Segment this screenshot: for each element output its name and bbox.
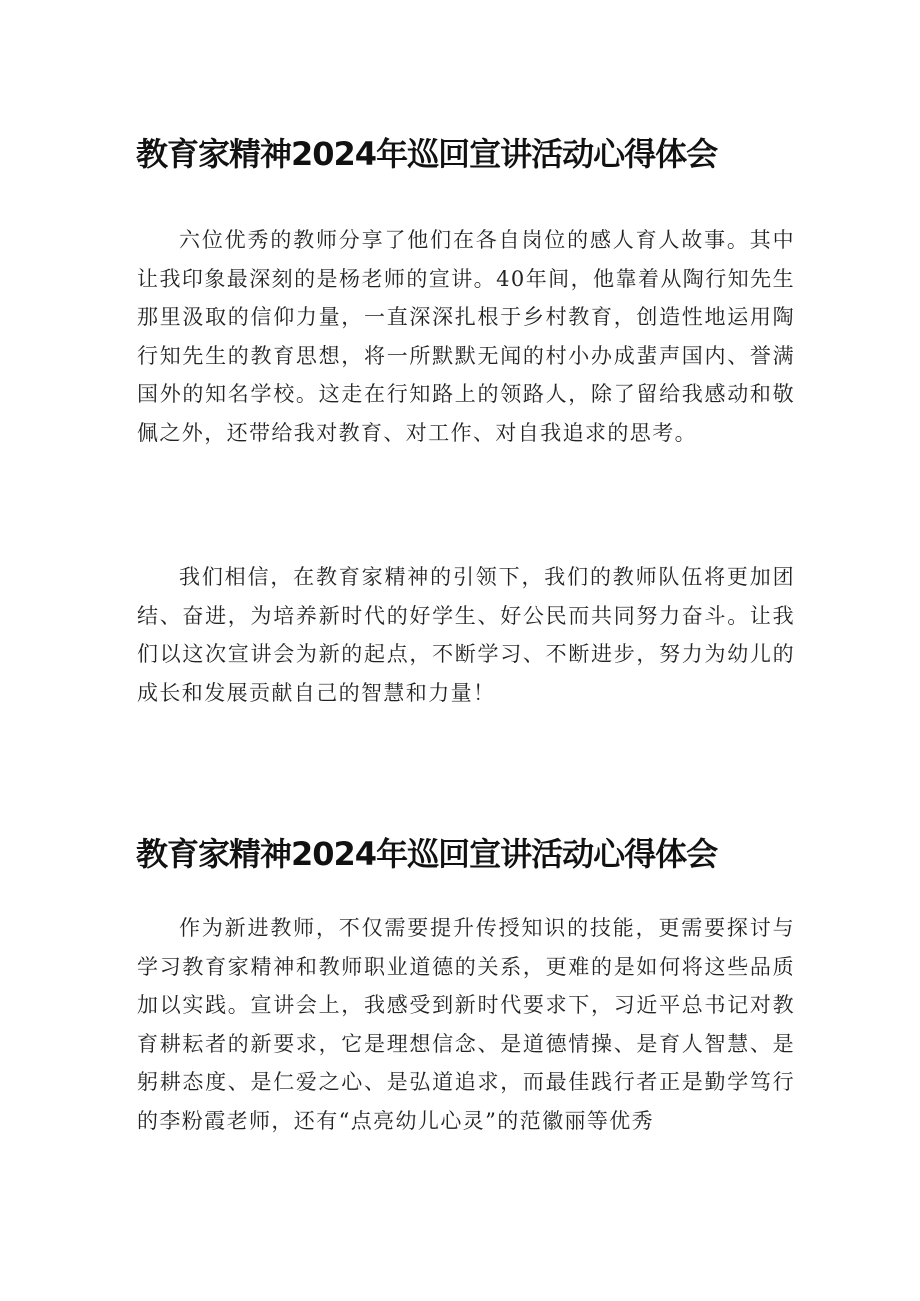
body-paragraph: 我们相信，在教育家精神的引领下，我们的教师队伍将更加团结、奋进，为培养新时代的好学生、好公民而共同努力奋斗。让我们以这次宣讲会为新的起点，不断学习、不断进步，努力为幼儿的成长和发展贡献自己的智慧和力量！ (137, 565, 795, 705)
body-paragraph: 作为新进教师，不仅需要提升传授知识的技能，更需要探讨与学习教育家精神和教师职业道德的关系，更难的是如何将这些品质加以实践。宣讲会上，我感受到新时代要求下，习近平总书记对教育耕耘者的新要求，它是理想信念、是道德情操、是育人智慧、是躬耕态度、是仁爱之心、是弘道追求，而最佳践行者正是勤学笃行的李粉霞老师，还有“点亮幼儿心灵”的范徽丽等优秀 (137, 916, 795, 1133)
body-paragraph: 六位优秀的教师分享了他们在各自岗位的感人育人故事。其中让我印象最深刻的是杨老师的宣讲。40年间，他靠着从陶行知先生那里汲取的信仰力量，一直深深扎根于乡村教育，创造性地运用陶行知先生的教育思想，将一所默默无闻的村小办成蜚声国内、誉满国外的知名学校。这走在行知路上的领路人，除了留给我感动和敬佩之外，还带给我对教育、对工作、对自我追求的思考。 (137, 228, 795, 445)
section-title: 教育家精神2024年巡回宣讲活动心得体会 (136, 135, 718, 174)
section-title: 教育家精神2024年巡回宣讲活动心得体会 (136, 835, 718, 874)
